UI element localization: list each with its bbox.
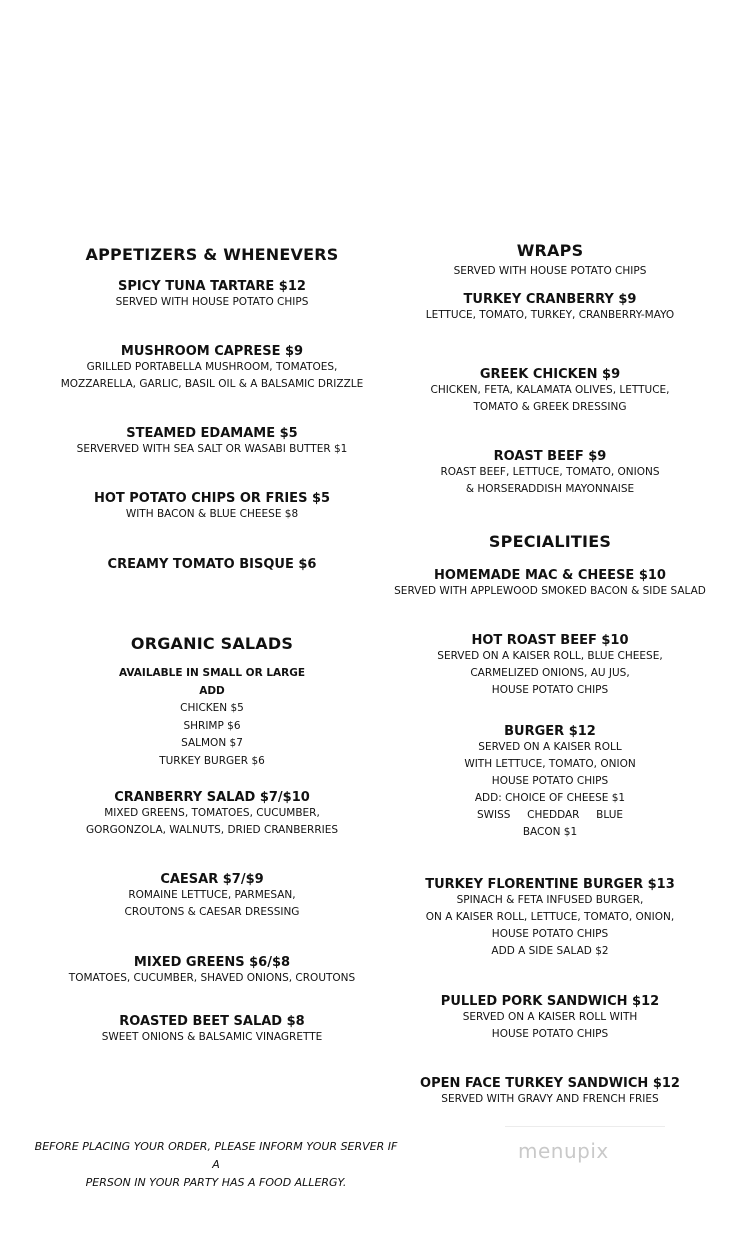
option-line: CHICKEN $5 <box>180 702 244 714</box>
item-desc: & HORSERADDISH MAYONNAISE <box>465 483 635 495</box>
left-column <box>52 0 372 1235</box>
menu-item <box>392 994 708 1043</box>
item-name: CRANBERRY SALAD $7/$10 <box>114 790 310 805</box>
menu-item <box>392 1076 708 1108</box>
item-name: OPEN FACE TURKEY SANDWICH $12 <box>420 1076 680 1091</box>
menu-item <box>392 292 708 324</box>
item-name: GREEK CHICKEN $9 <box>479 367 621 382</box>
item-desc: SERVED WITH HOUSE POTATO CHIPS <box>115 296 309 308</box>
item-desc: HOUSE POTATO CHIPS <box>491 928 609 940</box>
menu-item <box>52 426 372 458</box>
option-line: TURKEY BURGER $6 <box>159 754 265 767</box>
item-desc: SERVED ON A KAISER ROLL WITH <box>462 1011 638 1023</box>
item-desc: CROUTONS & CAESAR DRESSING <box>124 906 300 918</box>
menu-item <box>392 367 708 416</box>
menu-item <box>52 344 372 393</box>
menu-item <box>392 877 708 960</box>
item-name: TURKEY FLORENTINE BURGER $13 <box>425 877 675 892</box>
item-desc: GORGONZOLA, WALNUTS, DRIED CRANBERRIES <box>85 824 339 836</box>
menu-item <box>52 557 372 572</box>
item-desc: GRILLED PORTABELLA MUSHROOM, TOMATOES, <box>86 361 338 373</box>
item-desc: SERVED WITH GRAVY AND FRENCH FRIES <box>441 1093 659 1105</box>
item-desc: MOZZARELLA, GARLIC, BASIL OIL & A BALSAMIC DRIZZLE <box>60 378 364 390</box>
item-name: HOT POTATO CHIPS OR FRIES $5 <box>93 491 331 506</box>
item-desc: ADD A SIDE SALAD $2 <box>491 945 609 957</box>
menu-item <box>52 1014 372 1046</box>
item-desc: CHICKEN, FETA, KALAMATA OLIVES, LETTUCE, <box>430 384 670 396</box>
item-name: PULLED PORK SANDWICH $12 <box>440 994 660 1009</box>
item-name: CAESAR $7/$9 <box>160 872 264 887</box>
wraps-heading: WRAPS <box>516 241 584 260</box>
item-desc: MIXED GREENS, TOMATOES, CUCUMBER, <box>104 807 320 819</box>
salad-add-options <box>52 665 372 770</box>
menu-item <box>392 633 708 699</box>
item-desc: SWEET ONIONS & BALSAMIC VINAGRETTE <box>101 1031 323 1043</box>
specialities-heading: SPECIALITIES <box>488 532 612 551</box>
item-name: MIXED GREENS $6/$8 <box>133 955 291 970</box>
item-name: SPICY TUNA TARTARE $12 <box>118 279 306 294</box>
menu-item <box>52 279 372 311</box>
item-name: ROASTED BEET SALAD $8 <box>119 1014 305 1029</box>
item-desc: LETTUCE, TOMATO, TURKEY, CRANBERRY-MAYO <box>425 309 675 321</box>
wraps-subtitle: SERVED WITH HOUSE POTATO CHIPS <box>453 265 647 277</box>
item-desc: ON A KAISER ROLL, LETTUCE, TOMATO, ONION, <box>425 911 675 923</box>
item-desc: ROMAINE LETTUCE, PARMESAN, <box>128 889 296 901</box>
menu-item <box>392 568 708 600</box>
item-desc: SWISS CHEDDAR BLUE <box>476 809 624 821</box>
item-name: MUSHROOM CAPRESE $9 <box>120 344 304 359</box>
item-desc: WITH LETTUCE, TOMATO, ONION <box>464 758 636 770</box>
menu-item <box>52 872 372 921</box>
item-desc: TOMATO & GREEK DRESSING <box>473 401 627 413</box>
item-desc: HOUSE POTATO CHIPS <box>491 684 609 696</box>
menu-item <box>52 790 372 839</box>
item-desc: SPINACH & FETA INFUSED BURGER, <box>456 894 644 906</box>
item-desc: HOUSE POTATO CHIPS <box>491 775 609 787</box>
option-line: SHRIMP $6 <box>183 719 241 732</box>
item-desc: SERVED WITH APPLEWOOD SMOKED BACON & SIDE SALAD <box>394 585 706 597</box>
item-desc: SERVED ON A KAISER ROLL <box>478 741 622 753</box>
item-name: BURGER $12 <box>504 724 596 739</box>
allergy-note-line: BEFORE PLACING YOUR ORDER, PLEASE INFORM YOUR SERVER IF A <box>34 1140 398 1171</box>
menu-item <box>52 491 372 523</box>
item-desc: HOUSE POTATO CHIPS <box>491 1028 609 1040</box>
item-name: HOT ROAST BEEF $10 <box>471 633 629 648</box>
item-desc: WITH BACON & BLUE CHEESE $8 <box>125 508 299 520</box>
item-desc: ROAST BEEF, LETTUCE, TOMATO, ONIONS <box>440 466 660 478</box>
watermark-divider <box>505 1126 665 1127</box>
salads-heading: ORGANIC SALADS <box>130 634 294 653</box>
menupix-watermark: menupix <box>518 1139 609 1163</box>
item-desc: SERVERVED WITH SEA SALT OR WASABI BUTTER $1 <box>76 443 348 455</box>
item-name: CREAMY TOMATO BISQUE $6 <box>107 557 317 572</box>
item-desc: SERVED ON A KAISER ROLL, BLUE CHEESE, <box>437 650 663 662</box>
item-desc: TOMATOES, CUCUMBER, SHAVED ONIONS, CROUTONS <box>68 972 356 984</box>
item-name: ROAST BEEF $9 <box>493 449 607 464</box>
item-name: STEAMED EDAMAME $5 <box>126 426 298 441</box>
item-desc: BACON $1 <box>522 826 578 838</box>
appetizers-heading: APPETIZERS & WHENEVERS <box>85 245 339 264</box>
option-line: ADD <box>199 684 225 697</box>
allergy-note <box>30 1138 402 1192</box>
menu-item <box>392 724 708 841</box>
right-column <box>392 0 708 1235</box>
menu-item <box>392 449 708 498</box>
item-desc: ADD: CHOICE OF CHEESE $1 <box>474 792 626 804</box>
option-line: SALMON $7 <box>181 737 243 749</box>
item-name: TURKEY CRANBERRY $9 <box>463 292 637 307</box>
menu-item <box>52 955 372 987</box>
allergy-note-line: PERSON IN YOUR PARTY HAS A FOOD ALLERGY. <box>85 1176 347 1189</box>
option-line: AVAILABLE IN SMALL OR LARGE <box>118 667 306 679</box>
item-name: HOMEMADE MAC & CHEESE $10 <box>434 568 666 583</box>
item-desc: CARMELIZED ONIONS, AU JUS, <box>470 667 630 679</box>
